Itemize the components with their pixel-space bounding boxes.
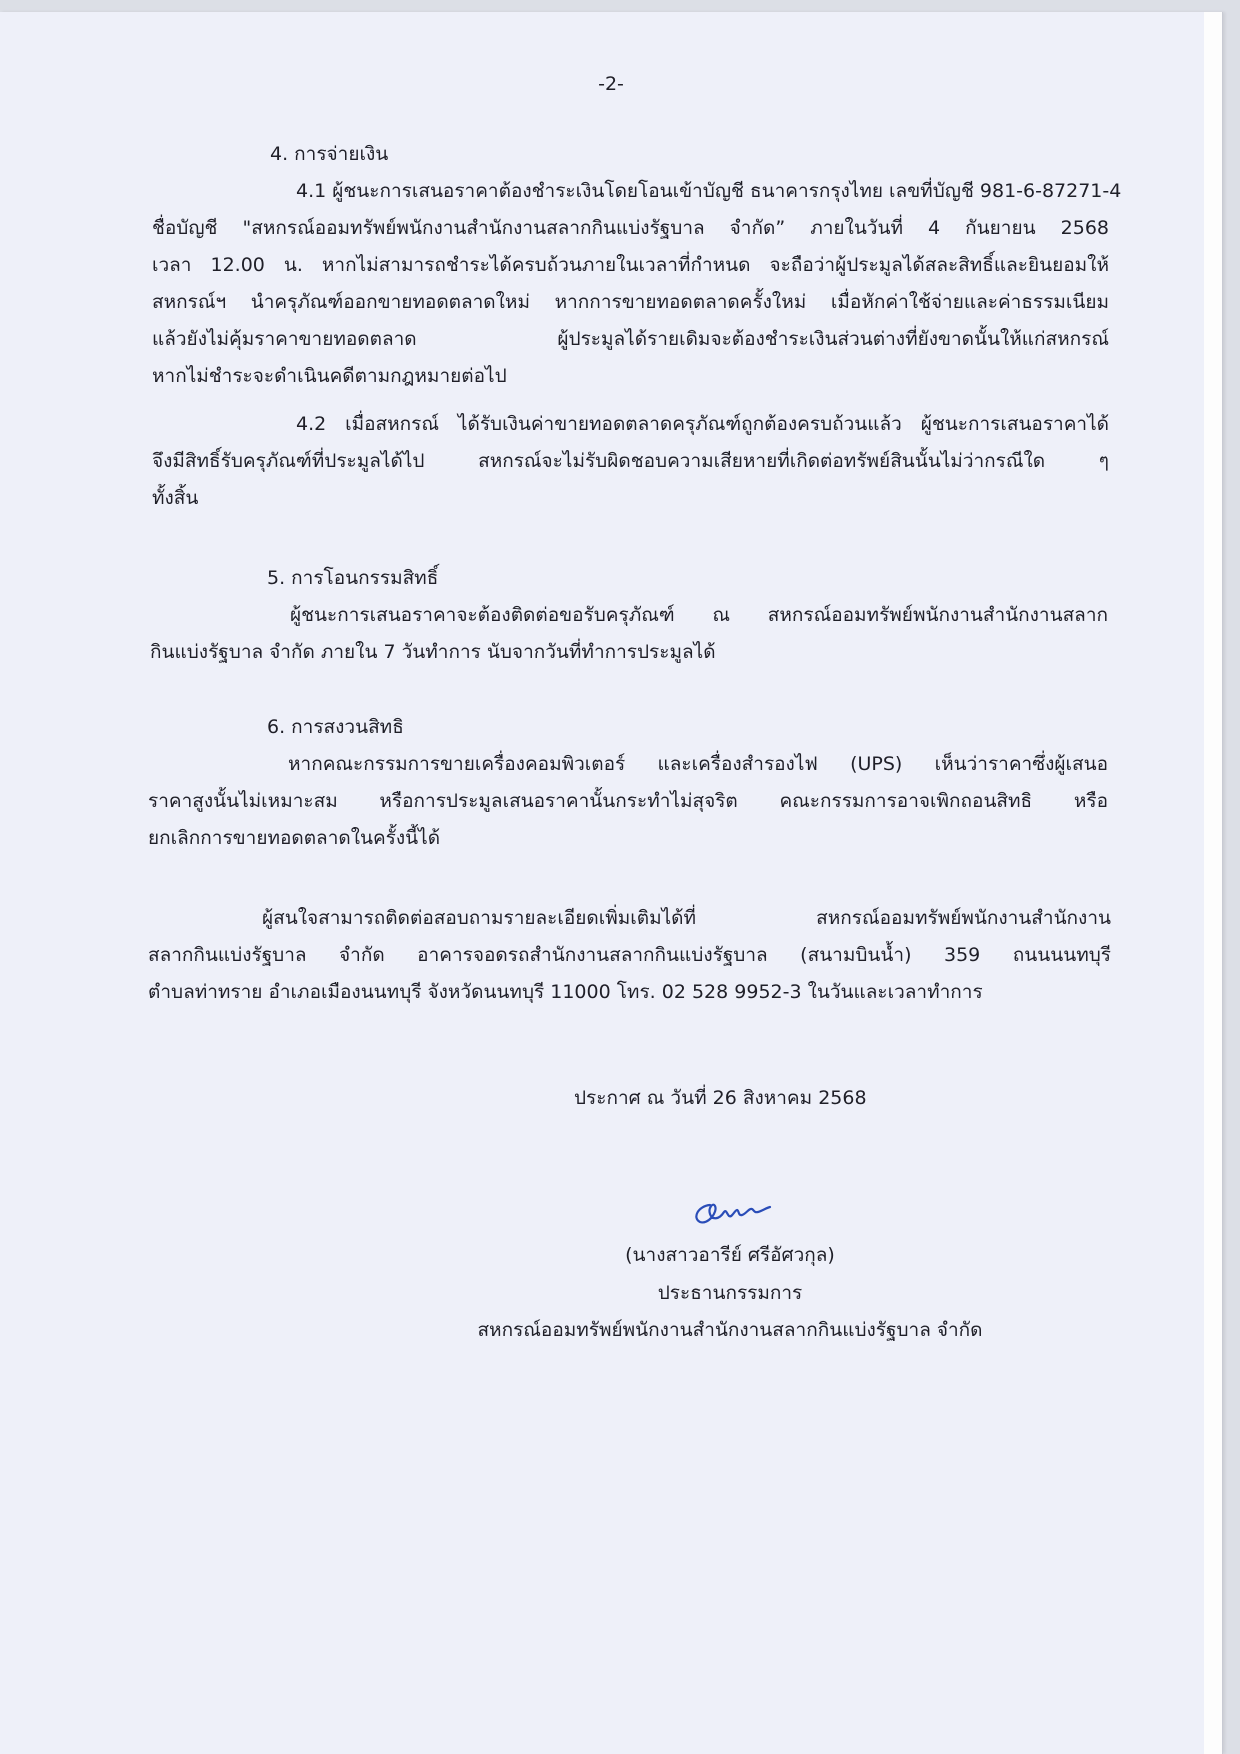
paragraph-line: 4.2 เมื่อสหกรณ์ ได้รับเงินค่าขายทอดตลาดครุภัณฑ์ถูกต้องครบถ้วนแล้ว ผู้ชนะการเสนอราคาได้ [296, 413, 1109, 435]
paragraph-line: เวลา 12.00 น. หากไม่สามารถชำระได้ครบถ้วนภายในเวลาที่กำหนด จะถือว่าผู้ประมูลได้สละสิทธิ์และยินยอมให้ [152, 254, 1109, 276]
section-4-1-paragraph [152, 173, 1122, 395]
paragraph-line: หากคณะกรรมการขายเครื่องคอมพิวเตอร์ และเครื่องสำรองไฟ (UPS) เห็นว่าราคาซึ่งผู้เสนอ [288, 753, 1108, 775]
section-5-heading: 5. การโอนกรรมสิทธิ์ [267, 567, 439, 589]
paragraph-line: แล้วยังไม่คุ้มราคาขายทอดตลาด ผู้ประมูลได้รายเดิมจะต้องชำระเงินส่วนต่างที่ยังขาดนั้นให้แก่สหกรณ์ [152, 328, 1109, 350]
page-edge [1204, 12, 1222, 1754]
contact-paragraph [148, 900, 1111, 1011]
paragraph-line: ผู้สนใจสามารถติดต่อสอบถามรายละเอียดเพิ่มเติมได้ที่ สหกรณ์ออมทรัพย์พนักงานสำนักงาน [262, 907, 1111, 929]
paragraph-line: สหกรณ์ฯ นำครุภัณฑ์ออกขายทอดตลาดใหม่ หากการขายทอดตลาดครั้งใหม่ เมื่อหักค่าใช้จ่ายและค่าธรรมเนียม [152, 291, 1109, 313]
section-6-heading: 6. การสงวนสิทธิ [267, 716, 404, 738]
signatory-name: (นางสาวอารีย์ ศรีอัศวกุล) [625, 1244, 835, 1266]
paragraph-line: หากไม่ชำระจะดำเนินคดีตามกฎหมายต่อไป [152, 365, 507, 387]
document-page [0, 12, 1223, 1754]
signatory-position: ประธานกรรมการ [657, 1282, 803, 1304]
paragraph-line: ยกเลิกการขายทอดตลาดในครั้งนี้ได้ [148, 827, 441, 849]
section-4-heading: 4. การจ่ายเงิน [270, 143, 389, 165]
paragraph-line: ผู้ชนะการเสนอราคาจะต้องติดต่อขอรับครุภัณฑ์ ณ สหกรณ์ออมทรัพย์พนักงานสำนักงานสลาก [290, 604, 1108, 626]
paragraph-line: ราคาสูงนั้นไม่เหมาะสม หรือการประมูลเสนอราคานั้นกระทำไม่สุจริต คณะกรรมการอาจเพิกถอนสิทธิ หรือ [148, 790, 1108, 812]
paragraph-line: สลากกินแบ่งรัฐบาล จำกัด อาคารจอดรถสำนักงานสลากกินแบ่งรัฐบาล (สนามบินน้ำ) 359 ถนนนนทบุรี [148, 944, 1111, 966]
handwritten-signature [688, 1192, 778, 1232]
paragraph-line: ชื่อบัญชี "สหกรณ์ออมทรัพย์พนักงานสำนักงานสลากกินแบ่งรัฐบาล จำกัด” ภายในวันที่ 4 กันยายน 2568 [152, 217, 1109, 239]
page-number: -2- [598, 73, 624, 95]
section-6-paragraph [148, 746, 1108, 857]
section-5-paragraph [150, 597, 1108, 671]
paragraph-line: 4.1 ผู้ชนะการเสนอราคาต้องชำระเงินโดยโอนเข้าบัญชี ธนาคารกรุงไทย เลขที่บัญชี 981-6-87271-4 [296, 180, 1122, 202]
announcement-date: ประกาศ ณ วันที่ 26 สิงหาคม 2568 [574, 1087, 867, 1109]
paragraph-line: ทั้งสิ้น [152, 487, 199, 509]
signatory-organization: สหกรณ์ออมทรัพย์พนักงานสำนักงานสลากกินแบ่งรัฐบาล จำกัด [477, 1319, 983, 1341]
section-4-2-paragraph [152, 406, 1109, 517]
paragraph-line: จึงมีสิทธิ์รับครุภัณฑ์ที่ประมูลได้ไป สหกรณ์จะไม่รับผิดชอบความเสียหายที่เกิดต่อทรัพย์สินนั้นไม่ว่ากรณีใด ๆ [152, 450, 1109, 472]
signature-stroke [696, 1205, 770, 1223]
paragraph-line: กินแบ่งรัฐบาล จำกัด ภายใน 7 วันทำการ นับจากวันที่ทำการประมูลได้ [150, 641, 716, 663]
paragraph-line: ตำบลท่าทราย อำเภอเมืองนนทบุรี จังหวัดนนทบุรี 11000 โทร. 02 528 9952-3 ในวันและเวลาทำการ [148, 981, 983, 1003]
